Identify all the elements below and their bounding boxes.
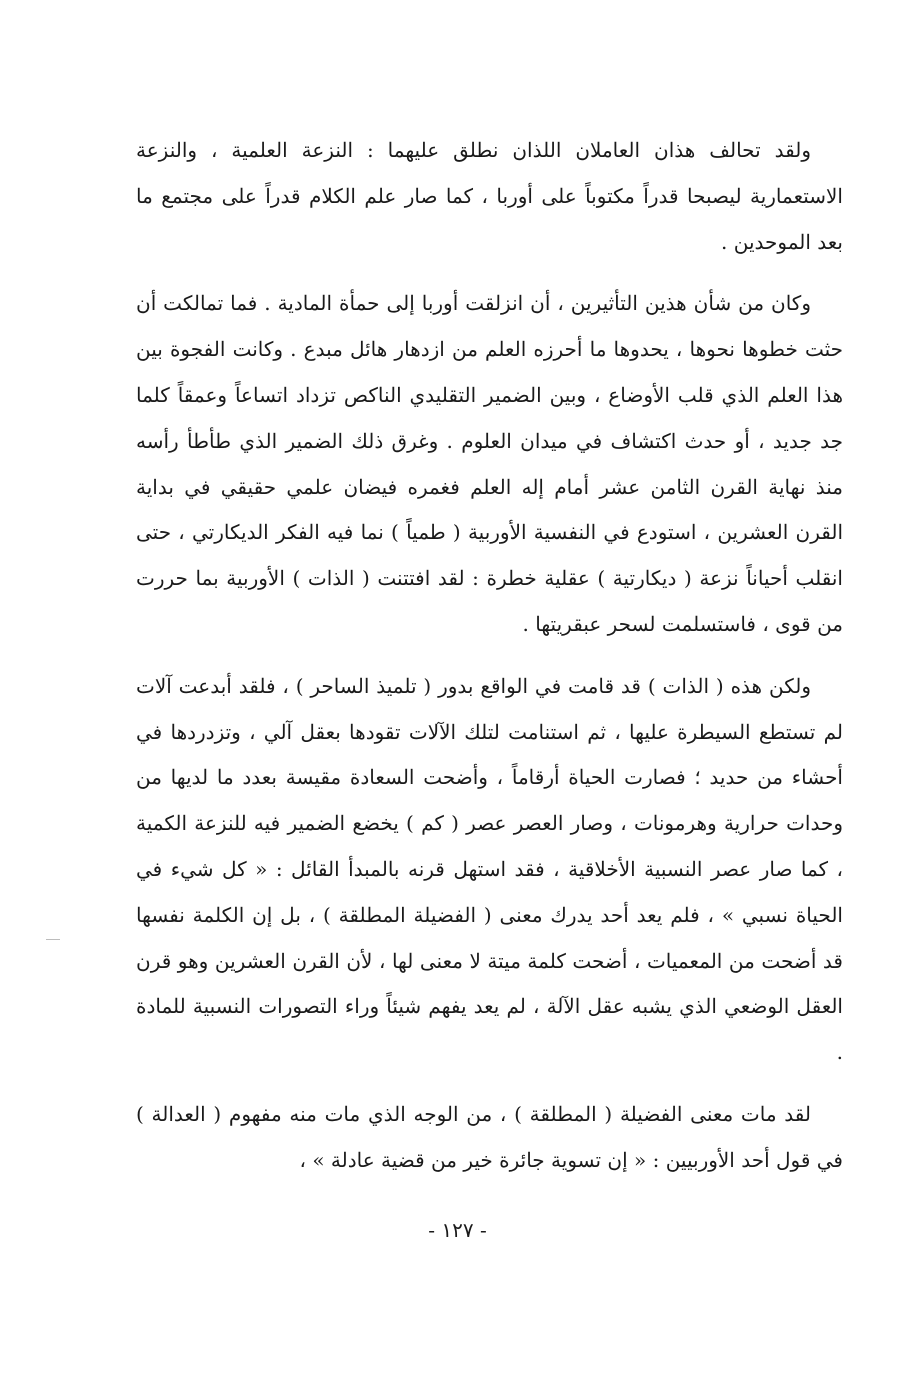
paragraph-2: وكان من شأن هذين التأثيرين ، أن انزلقت أوربا إلى حمأة المادية . فما تمالكت أن حثت خطوها نحوها ، يحدوها ما أحرزه العلم من ازدهار هائل مبدع . وكانت الفجوة بين هذا العلم الذي قلب الأوضاع ، وبين الضمير التقليدي الناكص تزداد اتساعاً وعمقاً كلما جد جديد ، أو حدث اكتشاف في ميدان العلوم . وغرق ذلك الضمير الذي طأطأ رأسه منذ نهاية القرن الثامن عشر أمام إله العلم فغمره فيضان علمي حقيقي في بداية القرن العشرين ، استودع في النفسية الأوربية ( طمياً ) نما فيه الفكر الديكارتي ، حتى انقلب أحياناً نزعة ( ديكارتية ) عقلية خطرة : لقد افتتنت ( الذات ) الأوربية بما حررت من قوى ، فاستسلمت لسحر عبقريتها .: [136, 291, 843, 636]
margin-scan-mark: [46, 939, 60, 940]
paragraph-1: ولقد تحالف هذان العاملان اللذان نطلق عليهما : النزعة العلمية ، والنزعة الاستعمارية ليصبحا قدراً مكتوباً على أوربا ، كما صار علم الكلام قدراً على مجتمع ما بعد الموحدين .: [136, 138, 843, 254]
paragraph-4: لقد مات معنى الفضيلة ( المطلقة ) ، من الوجه الذي مات منه مفهوم ( العدالة ) في قول أحد الأوربيين : « إن تسوية جائرة خير من قضية عادلة » ،: [136, 1101, 843, 1172]
body-text: [136, 128, 843, 1184]
page-number: - ١٢٧ -: [428, 1218, 487, 1242]
paragraph-3: ولكن هذه ( الذات ) قد قامت في الواقع بدور ( تلميذ الساحر ) ، فلقد أبدعت آلات لم تستطع السيطرة عليها ، ثم استنامت لتلك الآلات تقودها بعقل آلي ، وتزدردها في أحشاء من حديد ؛ فصارت الحياة أرقاماً ، وأضحت السعادة مقيسة بعدد ما لديها من وحدات حرارية وهرمونات ، وصار العصر عصر ( كم ) يخضع الضمير فيه للنزعة الكمية ، كما صار عصر النسبية الأخلاقية ، فقد استهل قرنه بالمبدأ القائل : « كل شيء في الحياة نسبي » ، فلم يعد أحد يدرك معنى ( الفضيلة المطلقة ) ، بل إن الكلمة نفسها قد أضحت من المعميات ، أضحت كلمة ميتة لا معنى لها ، لأن القرن العشرين وهو قرن العقل الوضعي الذي يشبه عقل الآلة ، لم يعد يفهم شيئاً وراء التصورات النسبية للمادة .: [136, 673, 843, 1065]
